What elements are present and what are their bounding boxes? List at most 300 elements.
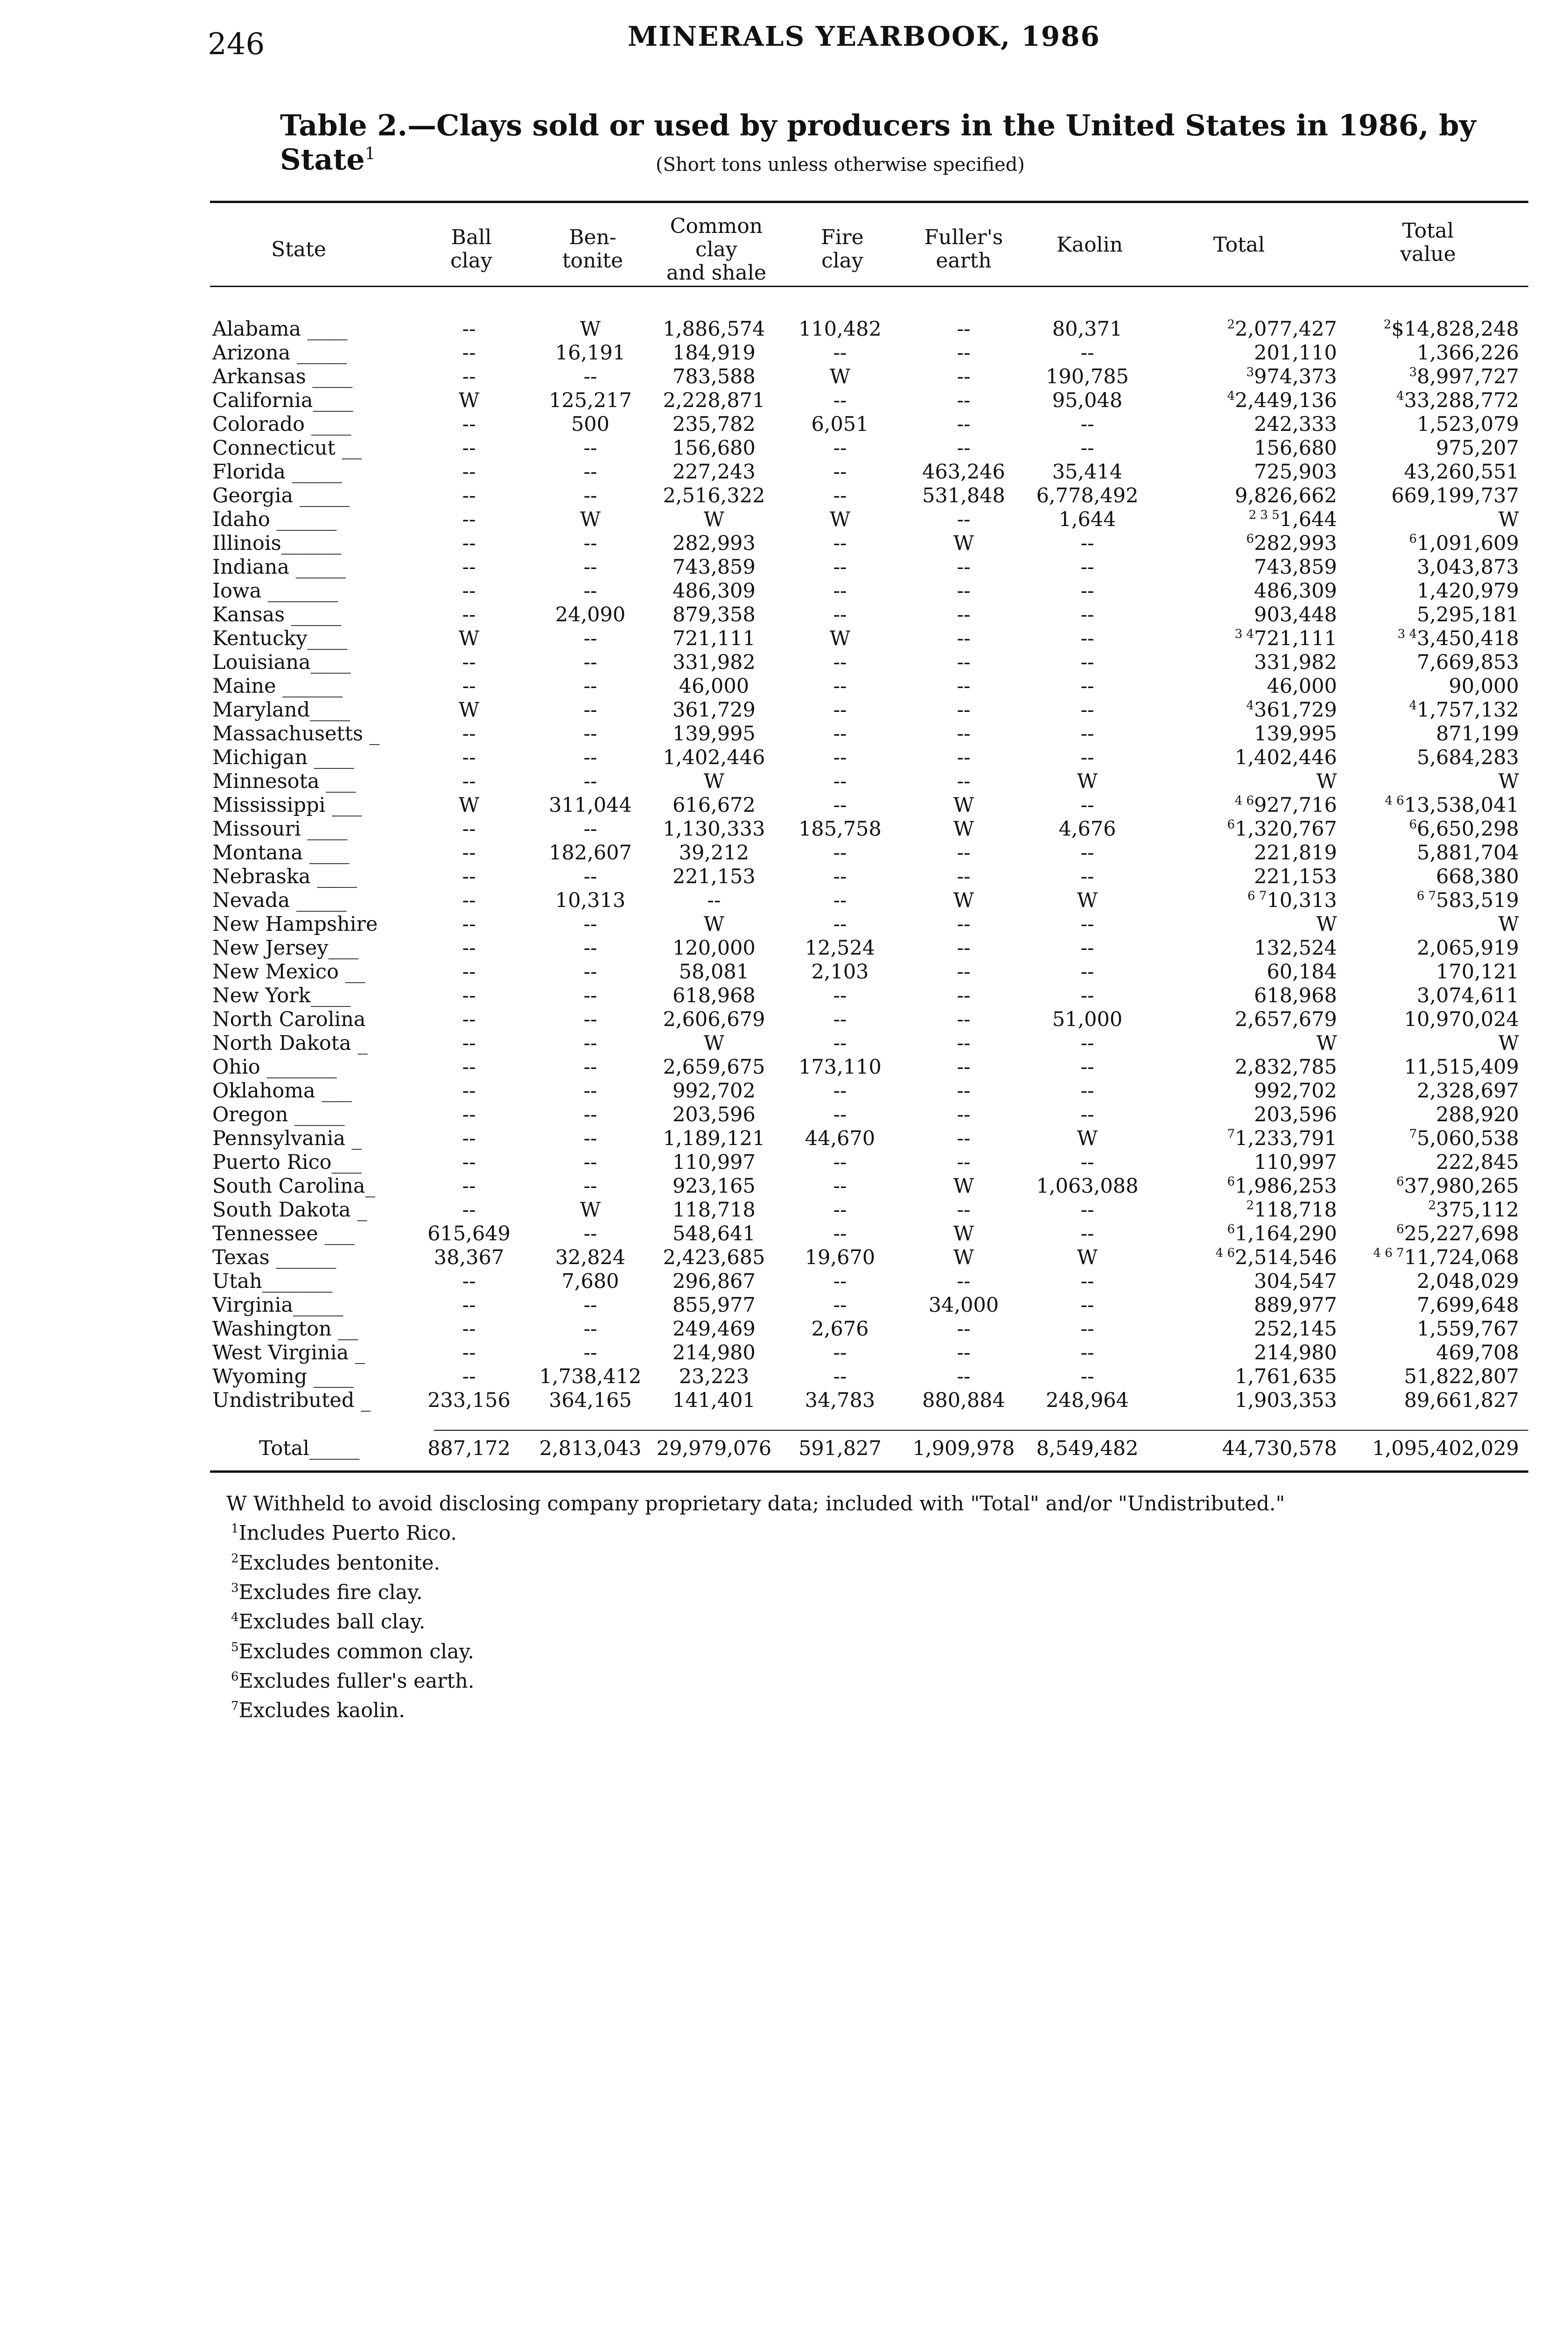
cell-ball-clay: -- (462, 817, 476, 841)
cell-bentonite: 311,044 (549, 794, 632, 817)
table-row (212, 436, 1528, 460)
table-row (212, 627, 1528, 651)
cell-value: 743,859 (1254, 555, 1337, 579)
cell-total-value (1346, 508, 1528, 532)
cell-total (1150, 341, 1346, 365)
cell-kaolin: -- (1080, 960, 1094, 984)
cell-total-value (1346, 341, 1528, 365)
cell-ball-clay: -- (462, 1103, 476, 1126)
footnote-number: 3 (231, 1581, 239, 1595)
footnote-number: 1 (231, 1522, 239, 1536)
cell-total-value (1346, 1317, 1528, 1341)
header-total (1213, 233, 1265, 257)
cell-total-value (1346, 960, 1528, 984)
cell-ball-clay: -- (462, 341, 476, 365)
cell-ball-clay: -- (462, 1079, 476, 1103)
cell-fullers-earth: -- (957, 675, 971, 698)
cell-bentonite: 24,090 (555, 603, 626, 626)
cell-fire-clay: -- (833, 1103, 847, 1126)
cell-total (1150, 817, 1346, 841)
cell-fullers-earth: W (953, 817, 974, 841)
cell-fire-clay: -- (833, 698, 847, 722)
cell-common-clay: 743,859 (672, 555, 756, 579)
cell-fire-clay: -- (833, 1365, 847, 1388)
cell-fire-clay: 173,110 (798, 1055, 882, 1079)
cell-common-clay: 139,995 (672, 722, 756, 745)
cell-value: 13,538,041 (1404, 794, 1519, 817)
cell-kaolin: 80,371 (1052, 317, 1123, 341)
cell-kaolin: -- (1080, 794, 1094, 817)
cell-value: 51,822,807 (1404, 1365, 1519, 1388)
cell-common-clay: 1,886,574 (663, 317, 765, 341)
table-row (212, 579, 1528, 603)
cell-fullers-earth: -- (957, 1151, 971, 1174)
cell-value: 668,380 (1436, 865, 1519, 888)
header-state-line: State (271, 238, 326, 261)
table-row (212, 1365, 1528, 1389)
cell-state: Nebraska ____ (212, 865, 357, 888)
cell-value: 2,328,697 (1417, 1079, 1519, 1103)
header-kaolin-line: Kaolin (1056, 233, 1123, 257)
cell-value: 1,644 (1279, 508, 1337, 531)
cell-total (1150, 508, 1346, 532)
cell-fire-clay: -- (833, 913, 847, 936)
cell-fire-clay: W (829, 365, 851, 388)
cell-kaolin: -- (1080, 698, 1094, 722)
table-row (212, 913, 1528, 936)
cell-state: Connecticut __ (212, 436, 362, 460)
table-row (212, 984, 1528, 1008)
cell-fire-clay: 44,670 (805, 1127, 875, 1150)
cell-fullers-earth: -- (957, 1317, 971, 1341)
cell-fullers-earth: -- (957, 722, 971, 745)
cell-fire-clay: -- (833, 1270, 847, 1293)
cell-value: 170,121 (1436, 960, 1519, 984)
cell-fire-clay: -- (833, 770, 847, 793)
cell-state: Oregon _____ (212, 1103, 345, 1126)
cell-total (1150, 1246, 1346, 1270)
cell-kaolin: -- (1080, 1222, 1094, 1245)
table-row (212, 317, 1528, 341)
cell-ball-clay: -- (462, 436, 476, 460)
cell-value: 3,074,611 (1417, 984, 1519, 1007)
cell-fire-clay: -- (833, 341, 847, 365)
cell-total (1150, 770, 1346, 794)
cell-common-clay: 992,702 (672, 1079, 756, 1103)
cell-fullers-earth: -- (957, 413, 971, 436)
cell-total (1150, 1365, 1346, 1389)
cell-fullers-earth: -- (957, 698, 971, 722)
header-ball-clay-line: Ball (451, 225, 492, 249)
table-row (212, 794, 1528, 817)
cell-ball-clay: W (458, 794, 480, 817)
cell-fire-clay: -- (833, 1174, 847, 1198)
cell-fire-clay: 6,051 (811, 413, 869, 436)
table-row (212, 460, 1528, 484)
cell-total (1150, 1389, 1346, 1413)
cell-state: Indiana _____ (212, 555, 346, 579)
cell-fire-clay: W (829, 627, 851, 650)
cell-bentonite: -- (583, 1008, 597, 1031)
cell-bentonite: 16,191 (555, 341, 626, 365)
cell-state: Maryland____ (212, 698, 350, 722)
cell-total (1150, 603, 1346, 627)
cell-value: 139,995 (1254, 722, 1337, 745)
cell-kaolin: -- (1080, 913, 1094, 936)
cell-total (1150, 913, 1346, 936)
cell-total (1150, 436, 1346, 460)
cell-common-clay: 249,469 (672, 1317, 756, 1341)
cell-fullers-earth: -- (957, 389, 971, 412)
cell-kaolin: -- (1080, 579, 1094, 603)
cell-total-value (1346, 413, 1528, 436)
cell-state: Kentucky____ (212, 627, 348, 650)
cell-total-value (1346, 984, 1528, 1008)
cell-value: 10,970,024 (1404, 1008, 1519, 1031)
cell-value: 282,993 (1254, 532, 1337, 555)
cell-value: 10,313 (1267, 889, 1337, 912)
cell-kaolin: -- (1080, 1341, 1094, 1364)
cell-kaolin: -- (1080, 341, 1094, 365)
cell-total (1150, 1127, 1346, 1151)
cell-common-clay: 221,153 (672, 865, 756, 888)
cell-state: South Carolina_ (212, 1174, 375, 1198)
cell-ball-clay: W (458, 389, 480, 412)
cell-ball-clay: -- (462, 460, 476, 484)
table-row (212, 603, 1528, 627)
footnote-number: 6 (231, 1669, 239, 1684)
cell-total (1150, 865, 1346, 889)
cell-total-value (1346, 1174, 1528, 1198)
cell-state: Utah_______ (212, 1270, 333, 1293)
cell-fire-clay: W (829, 508, 851, 531)
cell-state: Virginia_____ (212, 1294, 343, 1317)
cell-bentonite: 1,738,412 (539, 1365, 642, 1388)
cell-common-clay: 783,588 (672, 365, 756, 388)
cell-ball-clay: -- (462, 770, 476, 793)
cell-value: 46,000 (1267, 675, 1337, 698)
cell-value: W (1498, 913, 1519, 936)
cell-fullers-earth: 880,884 (922, 1389, 1005, 1412)
cell-state: New Mexico __ (212, 960, 365, 984)
cell-state: Florida _____ (212, 460, 343, 484)
cell-total (1150, 579, 1346, 603)
cell-fullers-earth: -- (957, 1079, 971, 1103)
cell-common-clay: 1,402,446 (663, 746, 765, 769)
cell-fullers-earth: -- (957, 365, 971, 388)
cell-ball-clay: -- (462, 1270, 476, 1293)
cell-fire-clay: -- (833, 889, 847, 912)
cell-fire-clay: 34,783 (805, 1389, 875, 1412)
cell-value: 889,977 (1254, 1294, 1337, 1317)
cell-state: Illinois______ (212, 532, 342, 555)
footnote-mark: 2 (1428, 1198, 1436, 1213)
cell-kaolin: 4,676 (1058, 817, 1116, 841)
cell-total-value (1346, 1127, 1528, 1151)
cell-fullers-earth: -- (957, 984, 971, 1007)
cell-kaolin: 95,048 (1052, 389, 1123, 412)
footnote-mark: 2 (1246, 1198, 1254, 1213)
cell-total-value (1346, 794, 1528, 817)
cell-value: 60,184 (1267, 960, 1337, 984)
cell-total-value (1346, 841, 1528, 865)
cell-total (1150, 1198, 1346, 1222)
cell-total (1150, 698, 1346, 722)
cell-ball-clay: -- (462, 555, 476, 579)
footnote-number: 4 (231, 1610, 239, 1625)
cell-state: North Dakota _ (212, 1032, 368, 1055)
cell-value: 5,295,181 (1417, 603, 1519, 626)
cell-fire-clay: -- (833, 389, 847, 412)
cell-total-value (1346, 389, 1528, 413)
footnote-mark: 3 (1409, 365, 1417, 380)
cell-fire-clay: -- (833, 1151, 847, 1174)
cell-value: W (1316, 1032, 1337, 1055)
footnote-mark: 4 (1227, 389, 1235, 403)
clays-table (212, 317, 1528, 1413)
table-row (212, 1294, 1528, 1317)
footnote-text: Excludes kaolin. (238, 1699, 405, 1722)
footnote (231, 1575, 1285, 1605)
cell-ball-clay: -- (462, 532, 476, 555)
cell-fire-clay: -- (833, 1032, 847, 1055)
cell-common-clay: 184,919 (672, 341, 756, 365)
cell-fire-clay: -- (833, 841, 847, 865)
header-fullers-earth-line: Fuller's (924, 225, 1003, 249)
cell-state: Arkansas ____ (212, 365, 353, 388)
cell-total-value (1346, 865, 1528, 889)
cell-bentonite: W (580, 317, 601, 341)
cell-total (1150, 794, 1346, 817)
cell-state: Arizona _____ (212, 341, 347, 365)
cell-bentonite: -- (583, 532, 597, 555)
footnote-mark: 4 6 (1385, 794, 1404, 808)
cell-value: 3,043,873 (1417, 555, 1519, 579)
cell-common-clay: 39,212 (679, 841, 749, 865)
cell-total-value (1346, 889, 1528, 913)
cell-ball-clay: -- (462, 984, 476, 1007)
table-subtitle: (Short tons unless otherwise specified) (656, 154, 1025, 176)
cell-state: Montana ____ (212, 841, 350, 865)
cell-value: 669,199,737 (1391, 484, 1519, 507)
cell-common-clay: 2,228,871 (663, 389, 765, 412)
footnote-mark: 4 6 (1215, 1246, 1235, 1260)
cell-fire-clay: -- (833, 484, 847, 507)
cell-fullers-earth: -- (957, 436, 971, 460)
cell-fire-clay: -- (833, 1222, 847, 1245)
footnote-mark: 2 (1383, 317, 1392, 332)
cell-total-value (1346, 722, 1528, 746)
footnote-mark: 4 6 (1234, 794, 1254, 808)
cell-value: 221,819 (1254, 841, 1337, 865)
cell-ball-clay: -- (462, 651, 476, 674)
cell-bentonite: -- (583, 1341, 597, 1364)
footnote-mark: 7 (1227, 1127, 1235, 1141)
header-common-clay-line: Common (670, 214, 763, 238)
cell-value: 1,420,979 (1417, 579, 1519, 603)
cell-fire-clay: -- (833, 984, 847, 1007)
cell-fullers-earth: -- (957, 341, 971, 365)
footnote-text: Excludes common clay. (238, 1639, 474, 1663)
cell-state: Washington __ (212, 1317, 358, 1341)
cell-value: 221,153 (1254, 865, 1337, 888)
cell-fullers-earth: -- (957, 555, 971, 579)
cell-common-clay: 23,223 (679, 1365, 749, 1388)
cell-fullers-earth: W (953, 532, 974, 555)
cell-fire-clay: -- (833, 603, 847, 626)
cell-ball-clay: -- (462, 317, 476, 341)
footnote (231, 1546, 1285, 1575)
table-row (212, 865, 1528, 889)
table-row (212, 1198, 1528, 1222)
table-title-footnote-mark: 1 (364, 144, 376, 164)
cell-state: New Jersey___ (212, 936, 359, 960)
cell-state: Nevada _____ (212, 889, 347, 912)
cell-total (1150, 1008, 1346, 1032)
cell-total-value (1346, 1294, 1528, 1317)
cell-fullers-earth: -- (957, 579, 971, 603)
cell-kaolin: 35,414 (1052, 460, 1123, 484)
cell-total (1150, 1079, 1346, 1103)
cell-total-value (1346, 460, 1528, 484)
cell-common-clay: 141,401 (672, 1389, 756, 1412)
cell-fire-clay: -- (833, 794, 847, 817)
cell-state: Undistributed _ (212, 1389, 371, 1412)
cell-value: 3,450,418 (1417, 627, 1519, 650)
total-kaolin: 8,549,482 (1036, 1437, 1139, 1460)
cell-total-value (1346, 1389, 1528, 1413)
cell-value: 33,288,772 (1404, 389, 1519, 412)
cell-bentonite: -- (583, 460, 597, 484)
table-row (212, 1127, 1528, 1151)
cell-bentonite: -- (583, 770, 597, 793)
cell-value: 1,986,253 (1235, 1174, 1337, 1198)
cell-bentonite: -- (583, 579, 597, 603)
cell-common-clay: 2,659,675 (663, 1055, 765, 1079)
cell-fire-clay: 2,676 (811, 1317, 869, 1341)
footnote-text: W Withheld to avoid disclosing company proprietary data; included with "Total" and/or "Undistributed." (226, 1492, 1285, 1516)
cell-total (1150, 1174, 1346, 1198)
cell-ball-clay: -- (462, 1317, 476, 1341)
header-ball-clay-line: clay (450, 249, 492, 273)
cell-kaolin: -- (1080, 1365, 1094, 1388)
cell-value: 89,661,827 (1404, 1389, 1519, 1412)
cell-value: 2,065,919 (1417, 936, 1519, 960)
cell-state: Mississippi ___ (212, 794, 362, 817)
header-fire-clay-line: Fire (821, 225, 864, 249)
table-row (212, 1008, 1528, 1032)
cell-common-clay: 331,982 (672, 651, 756, 674)
table-row (212, 698, 1528, 722)
footnote-text: Excludes fuller's earth. (238, 1669, 475, 1693)
cell-fullers-earth: W (953, 1222, 974, 1245)
clays-table-body (212, 317, 1528, 1413)
cell-fullers-earth: -- (957, 913, 971, 936)
cell-common-clay: -- (707, 889, 721, 912)
footnote-mark: 6 (1227, 1222, 1235, 1237)
header-kaolin (1057, 233, 1123, 257)
cell-ball-clay: -- (462, 1055, 476, 1079)
cell-value: 9,826,662 (1235, 484, 1337, 507)
cell-kaolin: -- (1080, 1198, 1094, 1222)
cell-total-value (1346, 651, 1528, 675)
cell-value: 11,724,068 (1404, 1246, 1519, 1269)
cell-common-clay: 923,165 (672, 1174, 756, 1198)
cell-bentonite: -- (583, 1151, 597, 1174)
cell-total (1150, 555, 1346, 579)
cell-total (1150, 1103, 1346, 1127)
cell-total (1150, 746, 1346, 770)
total-ball-clay: 887,172 (427, 1437, 511, 1460)
cell-value: 43,260,551 (1404, 460, 1519, 484)
cell-value: 201,110 (1254, 341, 1337, 365)
cell-common-clay: 618,968 (672, 984, 756, 1007)
cell-value: 361,729 (1254, 698, 1337, 722)
table-row (212, 1270, 1528, 1294)
cell-state: Texas ______ (212, 1246, 336, 1269)
cell-kaolin: -- (1080, 722, 1094, 745)
cell-ball-clay: -- (462, 1294, 476, 1317)
footnote-mark: 3 (1246, 365, 1254, 380)
footnote (231, 1664, 1285, 1694)
header-common-clay (666, 215, 766, 285)
cell-fire-clay: -- (833, 460, 847, 484)
table-row (212, 817, 1528, 841)
cell-total (1150, 460, 1346, 484)
cell-fire-clay: -- (833, 1079, 847, 1103)
cell-value: 90,000 (1449, 675, 1519, 698)
top-rule (210, 201, 1528, 203)
footnote-mark: 3 4 (1397, 627, 1417, 641)
cell-fire-clay: -- (833, 1198, 847, 1222)
cell-total-value (1346, 1270, 1528, 1294)
cell-total-value (1346, 484, 1528, 508)
header-total-value-line: value (1400, 242, 1456, 266)
cell-total (1150, 413, 1346, 436)
cell-fire-clay: -- (833, 1341, 847, 1364)
cell-common-clay: 120,000 (672, 936, 756, 960)
cell-ball-clay: -- (462, 413, 476, 436)
cell-value: 725,903 (1254, 460, 1337, 484)
header-bentonite-line: tonite (562, 249, 623, 273)
cell-state: Colorado ____ (212, 413, 351, 436)
cell-fire-clay: -- (833, 675, 847, 698)
total-common-clay: 29,979,076 (656, 1437, 772, 1460)
cell-fullers-earth: -- (957, 746, 971, 769)
table-row (212, 341, 1528, 365)
cell-state: Missouri ____ (212, 817, 348, 841)
cell-state: Oklahoma ___ (212, 1079, 352, 1103)
cell-total-value (1346, 675, 1528, 698)
table-row (212, 1222, 1528, 1246)
cell-total (1150, 984, 1346, 1008)
cell-common-clay: 110,997 (672, 1151, 756, 1174)
table-row (212, 1151, 1528, 1174)
cell-common-clay: 2,423,685 (663, 1246, 765, 1269)
cell-total-value (1346, 1341, 1528, 1365)
cell-fullers-earth: W (953, 1246, 974, 1269)
table-row (212, 722, 1528, 746)
footnote (231, 1516, 1285, 1546)
cell-bentonite: -- (583, 484, 597, 507)
cell-bentonite: -- (583, 746, 597, 769)
cell-kaolin: -- (1080, 413, 1094, 436)
cell-value: 6,650,298 (1417, 817, 1519, 841)
cell-state: Michigan ____ (212, 746, 354, 769)
table-row (212, 675, 1528, 698)
cell-value: 1,366,226 (1417, 341, 1519, 365)
table-row (212, 508, 1528, 532)
